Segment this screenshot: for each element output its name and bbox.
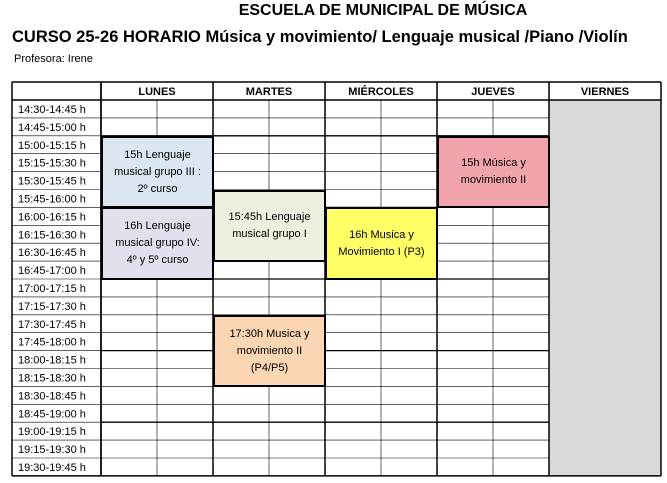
time-slot-label: 16:15-16:30 h xyxy=(18,229,86,242)
time-slot-label: 18:15-18:30 h xyxy=(18,372,86,385)
day-header-1: MARTES xyxy=(245,86,293,98)
class-block xyxy=(437,136,550,209)
time-slot-label: 18:45-19:00 h xyxy=(18,408,86,421)
day-header-3: JUEVES xyxy=(471,86,515,98)
time-slot-label: 17:45-18:00 h xyxy=(18,336,86,349)
friday-column-fill xyxy=(549,100,661,476)
class-block-text: 16h Lenguaje musical grupo IV: 4º y 5º curso xyxy=(115,220,200,267)
time-slot-label: 18:00-18:15 h xyxy=(18,354,86,367)
time-slot-label: 17:30-17:45 h xyxy=(18,318,86,331)
class-block xyxy=(101,207,214,280)
time-slot-label: 19:00-19:15 h xyxy=(18,426,86,439)
time-slot-label: 17:15-17:30 h xyxy=(18,300,86,313)
class-block xyxy=(325,207,438,280)
course-title: CURSO 25-26 HORARIO Música y movimiento/ Lenguaje musical /Piano /Violín xyxy=(12,28,628,46)
class-block-text: 15h Música y movimiento II xyxy=(460,157,527,187)
class-block xyxy=(213,315,326,388)
time-slot-label: 15:00-15:15 h xyxy=(18,139,86,152)
teacher-label: Profesora: Irene xyxy=(14,53,93,65)
time-slot-label: 17:00-17:15 h xyxy=(18,283,86,295)
time-slot-label: 19:30-19:45 h xyxy=(18,462,86,474)
class-block xyxy=(213,190,326,263)
time-slot-label: 18:30-18:45 h xyxy=(18,390,86,403)
day-header-4: VIERNES xyxy=(580,86,630,98)
time-slot-label: 16:45-17:00 h xyxy=(18,265,86,278)
day-header-2: MIÉRCOLES xyxy=(348,86,414,98)
time-slot-label: 16:30-16:45 h xyxy=(18,247,86,260)
time-slot-label: 16:00-16:15 h xyxy=(18,211,86,224)
class-block-text: 15:45h Lenguaje musical grupo I xyxy=(228,210,311,240)
time-slot-label: 15:15-15:30 h xyxy=(18,157,86,170)
day-header-0: LUNES xyxy=(138,86,176,98)
class-block-text: 17:30h Musica y movimiento II (P4/P5) xyxy=(229,327,310,374)
time-slot-label: 15:45-16:00 h xyxy=(18,193,86,206)
class-block xyxy=(101,136,214,209)
time-slot-label: 14:30-14:45 h xyxy=(18,104,86,116)
time-slot-label: 19:15-19:30 h xyxy=(18,444,86,457)
class-block-text: 15h Lenguaje musical grupo III : 2º curso xyxy=(114,148,201,195)
class-block-text: 16h Musica y Movimiento I (P3) xyxy=(338,228,425,258)
time-slot-label: 14:45-15:00 h xyxy=(18,121,86,134)
time-slot-label: 15:30-15:45 h xyxy=(18,175,86,188)
school-title: ESCUELA DE MUNICIPAL DE MÚSICA xyxy=(238,2,528,19)
